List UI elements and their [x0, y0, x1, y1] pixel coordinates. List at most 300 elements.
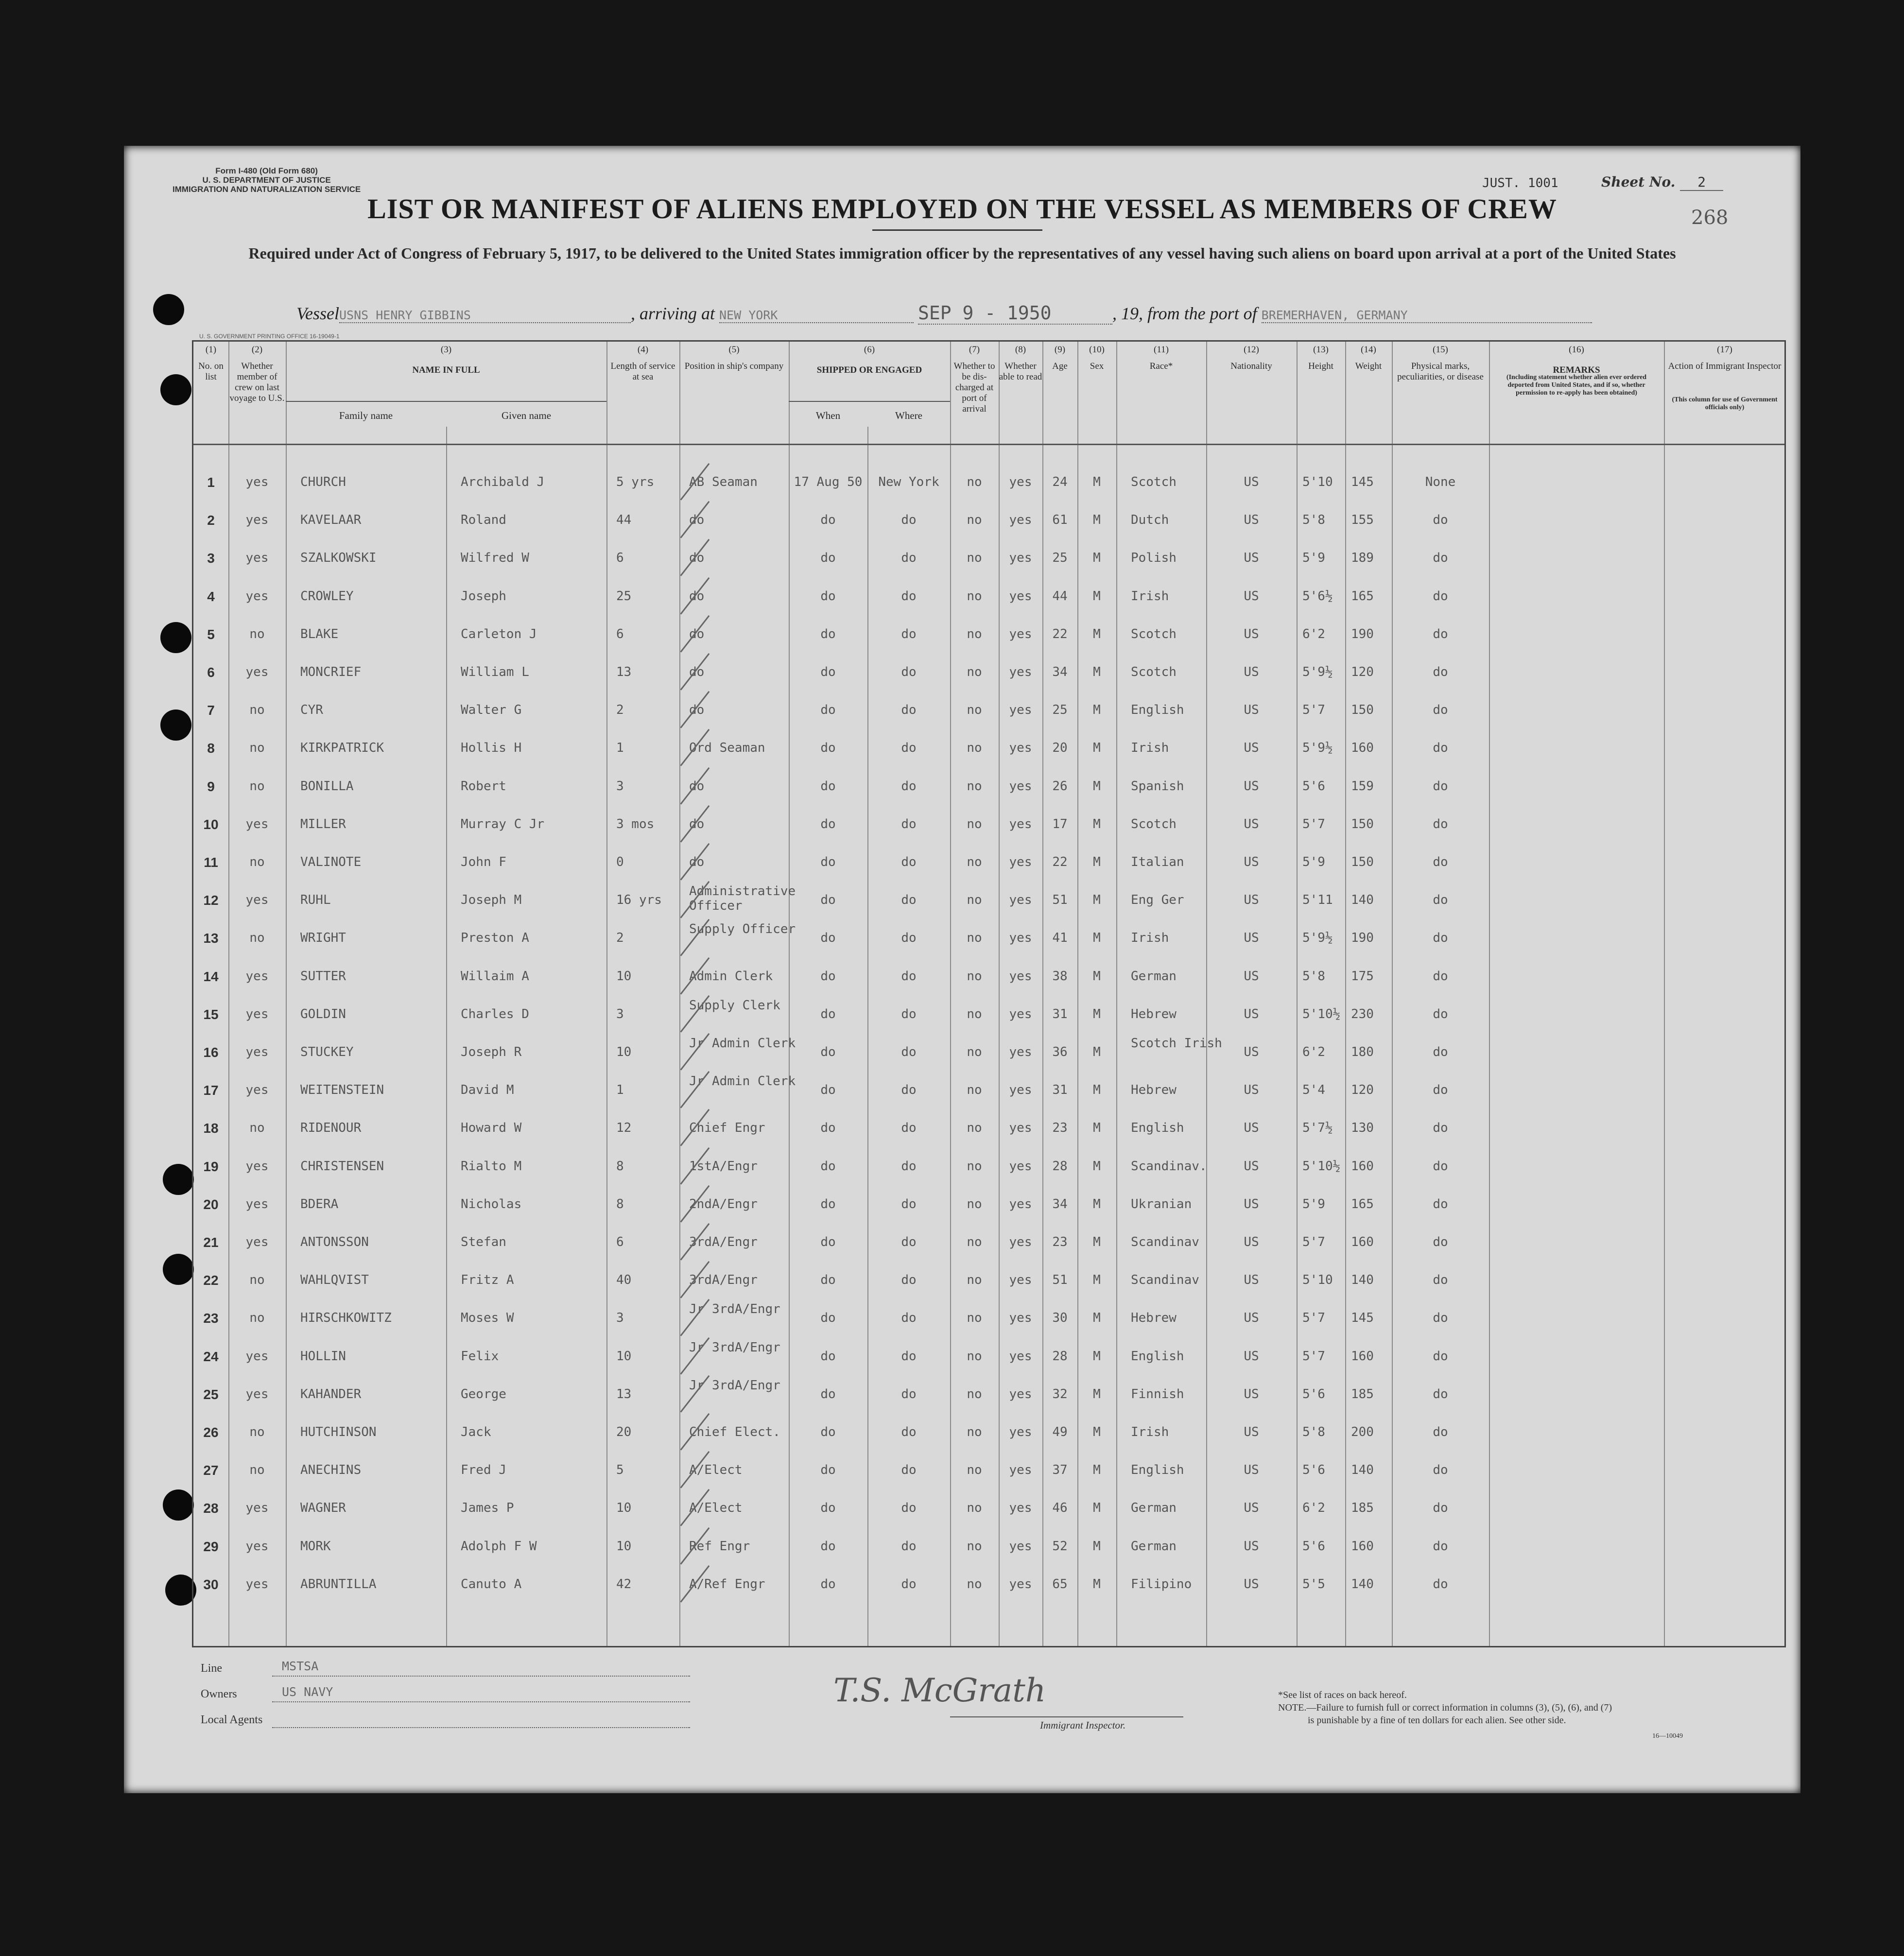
cell-age: 52 [1052, 1539, 1068, 1554]
cell-age: 34 [1052, 665, 1068, 679]
cell-marks: do [1433, 1006, 1448, 1021]
column-number: (16) [1569, 345, 1584, 355]
cell-last: no [249, 741, 265, 756]
column-label: Position in ship's company [684, 361, 784, 371]
cell-where: do [901, 1463, 917, 1478]
column-label: SHIPPED OR ENGAGED [816, 365, 922, 375]
cell-nat: US [1244, 741, 1259, 756]
cell-given: David M [461, 1083, 514, 1098]
cell-where: do [901, 779, 917, 794]
cell-sex: M [1093, 1006, 1101, 1021]
column-header [1392, 345, 1489, 382]
cell-race: Hebrew [1131, 1311, 1177, 1326]
cell-position: do [689, 589, 705, 604]
cell-race: German [1131, 969, 1177, 984]
cell-disch: no [967, 1311, 982, 1326]
manifest-footer [124, 1657, 1800, 1783]
cell-position: Ord Seaman [689, 741, 765, 756]
cell-given: Joseph R [461, 1045, 522, 1059]
cell-height: 5'8 [1302, 1425, 1325, 1439]
cell-position: do [689, 779, 705, 794]
cell-disch: no [967, 741, 982, 756]
cell-race: Irish [1131, 741, 1169, 756]
cell-marks: do [1433, 1045, 1448, 1059]
cell-sex: M [1093, 855, 1101, 869]
table-row [193, 1419, 1784, 1458]
table-row [193, 1036, 1784, 1078]
cell-where: do [901, 1425, 917, 1439]
check-mark [680, 691, 711, 729]
cell-given: Preston A [461, 931, 529, 946]
cell-disch: no [967, 1425, 982, 1439]
cell-race: Scotch [1131, 816, 1177, 831]
local-agents-rule [272, 1727, 690, 1728]
column-header [606, 345, 679, 382]
cell-disch: no [967, 1121, 982, 1136]
cell-position: do [689, 513, 705, 528]
cell-height: 5'6 [1302, 779, 1325, 794]
cell-position: Supply Clerk [689, 998, 780, 1013]
cell-nat: US [1244, 1349, 1259, 1364]
cell-marks: do [1433, 1196, 1448, 1212]
cell-disch: no [967, 779, 982, 794]
cell-age: 17 [1052, 816, 1068, 831]
cell-family: CROWLEY [300, 589, 354, 604]
column-number: (3) [440, 345, 452, 355]
column-label: Height [1308, 361, 1333, 371]
given-name-header: Given name [501, 410, 552, 421]
cell-service: 10 [616, 1539, 632, 1554]
table-row [193, 545, 1784, 584]
cell-race: Scandinav [1131, 1235, 1199, 1249]
cell-given: Murray C Jr [461, 816, 545, 831]
cell-no: 6 [207, 665, 215, 680]
cell-no: 17 [203, 1083, 219, 1098]
cell-last: no [249, 1121, 265, 1136]
cell-disch: no [967, 855, 982, 869]
cell-disch: no [967, 626, 982, 641]
vessel-label: Vessel [296, 304, 339, 323]
year-label: , 19 [1112, 304, 1139, 323]
cell-family: ANTONSSON [300, 1235, 369, 1249]
cell-when: do [820, 1159, 836, 1174]
cell-position: 2ndA/Engr [689, 1196, 758, 1212]
cell-last: yes [245, 475, 269, 489]
document-subtitle: Required under Act of Congress of February 5, 1917, to be delivered to the United States immigration officer by the representatives of any vessel having such aliens on board upon arrival at a port of the United States [248, 244, 1676, 262]
cell-weight: 155 [1351, 513, 1374, 528]
cell-family: STUCKEY [300, 1045, 354, 1059]
check-mark [680, 843, 711, 882]
cell-nat: US [1244, 1425, 1259, 1439]
cell-when: do [820, 969, 836, 984]
departure-port: BREMERHAVEN, GERMANY [1262, 308, 1592, 323]
cell-height: 6'2 [1302, 1501, 1325, 1516]
cell-where: do [901, 665, 917, 679]
cell-nat: US [1244, 665, 1259, 679]
cell-weight: 120 [1351, 665, 1374, 679]
cell-nat: US [1244, 1235, 1259, 1249]
cell-position: Administrative Officer [689, 884, 796, 914]
cell-last: no [249, 1311, 265, 1326]
cell-where: do [901, 969, 917, 984]
cell-no: 28 [203, 1501, 219, 1516]
cell-marks: do [1433, 816, 1448, 831]
cell-read: yes [1009, 1235, 1032, 1249]
cell-given: Fred J [461, 1463, 506, 1478]
cell-weight: 140 [1351, 1273, 1374, 1288]
cell-weight: 160 [1351, 741, 1374, 756]
cell-when: do [820, 1349, 836, 1364]
cell-last: yes [245, 969, 269, 984]
cell-where: do [901, 816, 917, 831]
cell-height: 5'10 [1302, 475, 1333, 489]
cell-race: German [1131, 1501, 1177, 1516]
table-row [193, 963, 1784, 1002]
cell-nat: US [1244, 1463, 1259, 1478]
column-header [679, 345, 789, 372]
cell-nat: US [1244, 1083, 1259, 1098]
column-number: (4) [637, 345, 649, 355]
cell-when: do [820, 589, 836, 604]
table-row [193, 735, 1784, 774]
cell-family: BONILLA [300, 779, 354, 794]
service-name: IMMIGRATION AND NATURALIZATION SERVICE [173, 185, 361, 194]
cell-when: do [820, 1273, 836, 1288]
cell-service: 40 [616, 1273, 632, 1288]
cell-given: Stefan [461, 1235, 506, 1249]
column-number: (15) [1433, 345, 1448, 355]
cell-marks: do [1433, 1425, 1448, 1439]
cell-age: 51 [1052, 893, 1068, 908]
cell-last: yes [245, 1045, 269, 1059]
cell-read: yes [1009, 816, 1032, 831]
cell-nat: US [1244, 1006, 1259, 1021]
cell-age: 34 [1052, 1196, 1068, 1212]
cell-age: 22 [1052, 855, 1068, 869]
cell-service: 8 [616, 1196, 624, 1212]
cell-disch: no [967, 893, 982, 908]
cell-sex: M [1093, 741, 1101, 756]
cell-nat: US [1244, 779, 1259, 794]
cell-marks: do [1433, 779, 1448, 794]
column-header [1116, 345, 1206, 372]
cell-position: Supply Officer [689, 922, 796, 937]
cell-height: 5'10½ [1302, 1006, 1341, 1021]
cell-no: 14 [203, 969, 219, 984]
cell-read: yes [1009, 703, 1032, 718]
cell-position: Admin Clerk [689, 969, 773, 984]
cell-service: 2 [616, 931, 624, 946]
cell-family: ABRUNTILLA [300, 1576, 377, 1592]
cell-disch: no [967, 1273, 982, 1288]
table-row [193, 998, 1784, 1040]
cell-sex: M [1093, 1045, 1101, 1059]
just-code: JUST. 1001 [1482, 176, 1558, 190]
cell-when: do [820, 779, 836, 794]
cell-disch: no [967, 475, 982, 489]
cell-nat: US [1244, 626, 1259, 641]
table-row [193, 583, 1784, 622]
cell-height: 5'4 [1302, 1083, 1325, 1098]
from-label: , from the port of [1139, 304, 1257, 323]
cell-read: yes [1009, 893, 1032, 908]
column-number: (8) [1015, 345, 1026, 355]
cell-nat: US [1244, 513, 1259, 528]
cell-service: 20 [616, 1425, 632, 1439]
cell-read: yes [1009, 1196, 1032, 1212]
cell-height: 5'7 [1302, 816, 1325, 831]
cell-height: 5'11 [1302, 893, 1333, 908]
column-number: (1) [205, 345, 217, 355]
header-sub-rule [286, 401, 606, 402]
column-number: (17) [1717, 345, 1732, 355]
cell-service: 3 mos [616, 816, 655, 831]
cell-no: 24 [203, 1349, 219, 1364]
cell-height: 5'7 [1302, 1235, 1325, 1249]
cell-nat: US [1244, 931, 1259, 946]
cell-position: Jr Admin Clerk [689, 1074, 796, 1089]
cell-given: George [461, 1386, 506, 1402]
cell-position: A/Ref Engr [689, 1576, 765, 1592]
cell-race: German [1131, 1539, 1177, 1554]
cell-position: Jr 3rdA/Engr [689, 1340, 780, 1355]
cell-marks: do [1433, 1083, 1448, 1098]
remarks-subnote: (Including statement whether alien ever ordered deported from United States, and if so, whether permission to re-apply has been obtained) [1506, 374, 1647, 397]
cell-service: 6 [616, 1235, 624, 1249]
check-mark [680, 615, 711, 654]
vessel-line [296, 302, 1592, 325]
cell-family: KAVELAAR [300, 513, 362, 528]
cell-no: 23 [203, 1311, 219, 1326]
cell-weight: 189 [1351, 551, 1374, 566]
column-label: Age [1052, 361, 1068, 371]
cell-where: do [901, 931, 917, 946]
cell-read: yes [1009, 1463, 1032, 1478]
cell-given: Rialto M [461, 1159, 522, 1174]
table-row [193, 1495, 1784, 1534]
cell-service: 16 yrs [616, 893, 662, 908]
cell-service: 44 [616, 513, 632, 528]
cell-age: 37 [1052, 1463, 1068, 1478]
cell-position: A/Elect [689, 1501, 743, 1516]
where-header: Where [895, 410, 922, 421]
cell-last: no [249, 931, 265, 946]
cell-age: 24 [1052, 475, 1068, 489]
column-header [950, 345, 999, 415]
cell-service: 1 [616, 741, 624, 756]
cell-disch: no [967, 1349, 982, 1364]
cell-weight: 150 [1351, 703, 1374, 718]
cell-height: 5'7 [1302, 1349, 1325, 1364]
cell-where: do [901, 1311, 917, 1326]
cell-given: James P [461, 1501, 514, 1516]
cell-race: Irish [1131, 931, 1169, 946]
cell-disch: no [967, 1463, 982, 1478]
cell-sex: M [1093, 703, 1101, 718]
cell-race: Ukranian [1131, 1196, 1192, 1212]
cell-disch: no [967, 1006, 982, 1021]
cell-race: Polish [1131, 551, 1177, 566]
cell-where: do [901, 893, 917, 908]
cell-read: yes [1009, 475, 1032, 489]
cell-marks: do [1433, 1235, 1448, 1249]
cell-sex: M [1093, 816, 1101, 831]
cell-nat: US [1244, 475, 1259, 489]
cell-nat: US [1244, 1121, 1259, 1136]
cell-marks: do [1433, 626, 1448, 641]
when-header: When [815, 410, 841, 421]
cell-sex: M [1093, 1121, 1101, 1136]
cell-weight: 165 [1351, 589, 1374, 604]
cell-read: yes [1009, 513, 1032, 528]
cell-where: do [901, 626, 917, 641]
table-row [193, 884, 1784, 926]
cell-family: MILLER [300, 816, 346, 831]
cell-weight: 145 [1351, 1311, 1374, 1326]
cell-marks: do [1433, 1349, 1448, 1364]
cell-weight: 185 [1351, 1501, 1374, 1516]
cell-no: 18 [203, 1121, 219, 1136]
cell-where: do [901, 513, 917, 528]
cell-service: 25 [616, 589, 632, 604]
cell-weight: 190 [1351, 931, 1374, 946]
cell-given: Roland [461, 513, 506, 528]
cell-service: 10 [616, 1349, 632, 1364]
cell-family: BLAKE [300, 626, 339, 641]
cell-race: Filipino [1131, 1576, 1192, 1592]
cell-sex: M [1093, 665, 1101, 679]
cell-no: 22 [203, 1273, 219, 1288]
cell-nat: US [1244, 1159, 1259, 1174]
cell-service: 0 [616, 855, 624, 869]
cell-height: 5'5 [1302, 1576, 1325, 1592]
cell-service: 5 [616, 1463, 624, 1478]
cell-no: 12 [203, 893, 219, 908]
cell-where: do [901, 1196, 917, 1212]
cell-when: do [820, 931, 836, 946]
cell-sex: M [1093, 1501, 1101, 1516]
department-name: U. S. DEPARTMENT OF JUSTICE [202, 175, 331, 185]
cell-given: Robert [461, 779, 506, 794]
punch-hole [160, 622, 191, 653]
cell-when: do [820, 1386, 836, 1402]
cell-given: Howard W [461, 1121, 522, 1136]
cell-where: do [901, 1501, 917, 1516]
cell-service: 13 [616, 1386, 632, 1402]
cell-race: Scotch Irish [1131, 1036, 1222, 1051]
cell-family: WAGNER [300, 1501, 346, 1516]
cell-nat: US [1244, 969, 1259, 984]
cell-service: 10 [616, 969, 632, 984]
owners-rule [272, 1701, 690, 1702]
cell-last: yes [245, 1196, 269, 1212]
punch-hole [163, 1489, 194, 1521]
cell-where: do [901, 855, 917, 869]
cell-height: 5'6 [1302, 1386, 1325, 1402]
cell-height: 5'7 [1302, 703, 1325, 718]
cell-when: do [820, 1539, 836, 1554]
cell-read: yes [1009, 1501, 1032, 1516]
cell-sex: M [1093, 1311, 1101, 1326]
column-header [1345, 345, 1392, 372]
cell-marks: do [1433, 1121, 1448, 1136]
cell-weight: 200 [1351, 1425, 1374, 1439]
cell-weight: 140 [1351, 893, 1374, 908]
cell-position: 3rdA/Engr [689, 1273, 758, 1288]
cell-where: do [901, 741, 917, 756]
cell-sex: M [1093, 1159, 1101, 1174]
manifest-sheet [124, 146, 1800, 1793]
cell-family: CHRISTENSEN [300, 1159, 384, 1174]
cell-last: yes [245, 665, 269, 679]
cell-marks: do [1433, 1159, 1448, 1174]
cell-height: 5'10½ [1302, 1159, 1341, 1174]
column-label: Race* [1149, 361, 1173, 371]
cell-age: 51 [1052, 1273, 1068, 1288]
cell-no: 13 [203, 931, 219, 946]
cell-no: 1 [207, 475, 215, 490]
cell-weight: 190 [1351, 626, 1374, 641]
cell-position: Jr 3rdA/Engr [689, 1302, 780, 1317]
cell-no: 16 [203, 1045, 219, 1060]
cell-last: no [249, 855, 265, 869]
cell-marks: None [1425, 475, 1456, 489]
cell-no: 21 [203, 1235, 219, 1250]
cell-given: Archibald J [461, 475, 545, 489]
cell-when: do [820, 551, 836, 566]
cell-where: do [901, 1349, 917, 1364]
cell-disch: no [967, 1539, 982, 1554]
column-number: (12) [1244, 345, 1259, 355]
cell-age: 36 [1052, 1045, 1068, 1059]
cell-position: do [689, 551, 705, 566]
cell-marks: do [1433, 1501, 1448, 1516]
cell-age: 46 [1052, 1501, 1068, 1516]
cell-age: 20 [1052, 741, 1068, 756]
cell-no: 26 [203, 1425, 219, 1440]
cell-weight: 140 [1351, 1463, 1374, 1478]
cell-sex: M [1093, 1349, 1101, 1364]
column-number: (9) [1054, 345, 1066, 355]
inspector-label: Immigrant Inspector. [1040, 1719, 1126, 1731]
cell-marks: do [1433, 1463, 1448, 1478]
cell-weight: 185 [1351, 1386, 1374, 1402]
cell-last: no [249, 626, 265, 641]
cell-age: 44 [1052, 589, 1068, 604]
crew-table [192, 340, 1786, 1647]
cell-sex: M [1093, 1576, 1101, 1592]
cell-height: 5'10 [1302, 1273, 1333, 1288]
cell-height: 5'6 [1302, 1539, 1325, 1554]
cell-position: do [689, 626, 705, 641]
cell-marks: do [1433, 893, 1448, 908]
cell-disch: no [967, 513, 982, 528]
cell-where: do [901, 1083, 917, 1098]
cell-when: do [820, 1083, 836, 1098]
cell-height: 5'6 [1302, 1463, 1325, 1478]
column-label: NAME IN FULL [412, 365, 480, 375]
cell-read: yes [1009, 665, 1032, 679]
cell-given: John F [461, 855, 506, 869]
cell-where: do [901, 589, 917, 604]
cell-no: 3 [207, 551, 215, 566]
table-row [193, 1074, 1784, 1116]
cell-marks: do [1433, 513, 1448, 528]
cell-service: 13 [616, 665, 632, 679]
cell-disch: no [967, 551, 982, 566]
table-row [193, 811, 1784, 850]
cell-family: RUHL [300, 893, 331, 908]
